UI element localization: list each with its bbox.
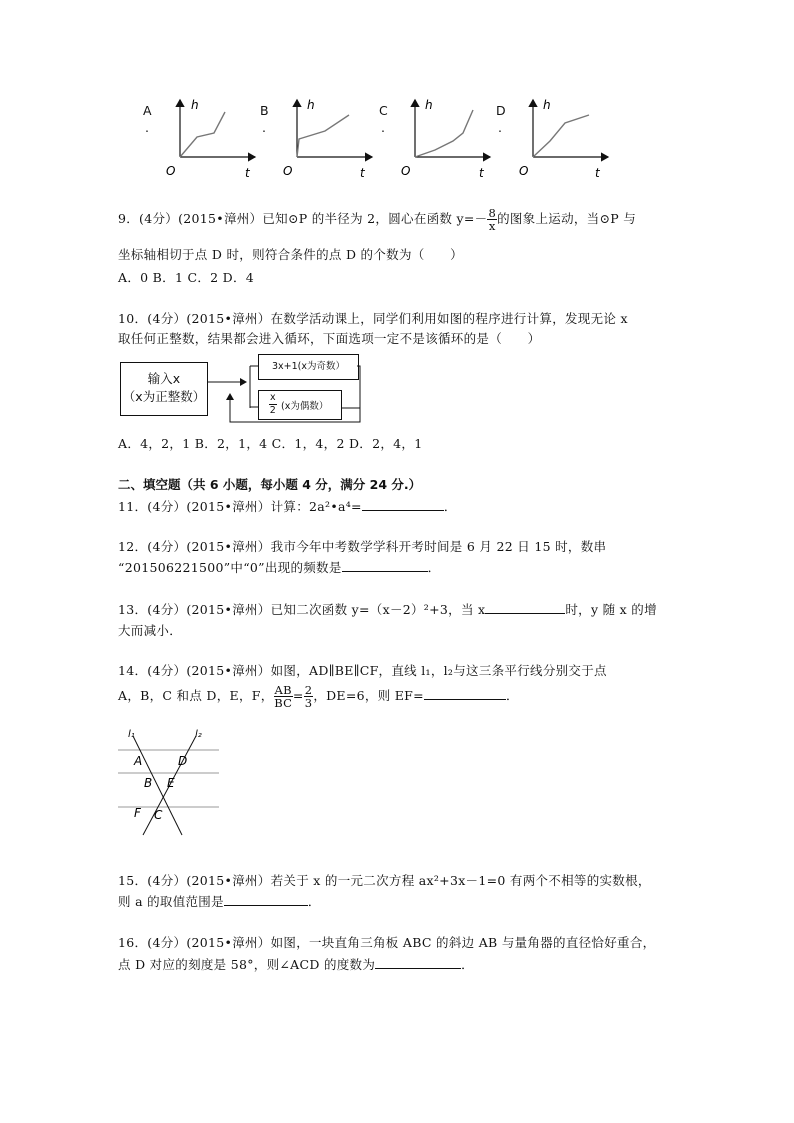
label-l2: l₂ [195,729,202,740]
t-label: t [479,166,484,180]
even-rule-text: (x为偶数） [281,401,329,412]
t-label: t [245,166,250,180]
graph-c [395,95,500,185]
q9-line2: 坐标轴相切于点 D 时，则符合条件的点 D 的个数为（ ） [118,247,463,262]
even-fraction: $\frac{x}{2}$ [269,392,276,416]
graph-line [180,112,225,157]
label-l1: l₁ [128,729,135,740]
q14-ratio-fraction: $\frac{AB}{BC}$ [274,683,293,710]
option-b-dot: . [262,120,266,135]
label-b: B [144,776,153,790]
h-label: h [307,98,315,112]
label-f: F [134,806,141,820]
q9-text-a: 9．(4分）(2015•漳州）已知⊙P 的半径为 2，圆心在函数 y=－ [118,211,488,226]
q15-line1: 15．(4分）(2015•漳州）若关于 x 的一元二次方程 ax²+3x－1=0 有两个不相等的实数根， [118,873,651,888]
t-label: t [360,166,365,180]
label-a: A [134,754,143,768]
option-a-letter: A [143,103,152,118]
q11: 11．(4分）(2015•漳州）计算：2a²•a⁴= ． [118,499,457,514]
q15-answer-blank[interactable] [224,893,308,906]
h-label: h [425,98,433,112]
graph-line [297,115,349,157]
q13-answer-blank[interactable] [485,601,565,614]
option-d-letter: D [496,103,506,118]
option-c-letter: C [379,103,388,118]
q11-answer-blank[interactable] [362,498,444,511]
q16-line1: 16．(4分）(2015•漳州）如图，一块直角三角板 ABC 的斜边 AB 与量角器的直径恰好重合， [118,935,656,950]
label-c: C [154,808,163,822]
option-d-dot: . [498,120,502,135]
q10-line1: 10．(4分）(2015•漳州）在数学活动课上，同学们利用如图的程序进行计算，发现无论 x [118,311,628,326]
q12-line1: 12．(4分）(2015•漳州）我市今年中考数学学科开考时间是 6 月 22 日 15 时，数串 [118,539,607,554]
input-condition: （x为正整数） [122,389,206,404]
graph-line [415,110,473,157]
origin-label: O [283,164,293,178]
option-b-letter: B [260,103,269,118]
q14-line1: 14．(4分）(2015•漳州）如图，AD∥BE∥CF，直线 l₁，l₂与这三条平行线分别交于点 [118,663,607,678]
graph-a [160,95,265,185]
graph-b [277,95,382,185]
q14-line2: A，B，C 和点 D，E，F， $\frac{AB}{BC}$ = $\frac{2}{3}$ ，DE=6，则 EF= ． [118,683,519,710]
q13-line1: 13．(4分）(2015•漳州）已知二次函数 y=（x－2）²+3，当 x 时，y 随 x 的增 [118,602,657,617]
q16-line2: 点 D 对应的刻度是 58°，则∠ACD 的度数为 ． [118,957,474,972]
flow-arrows [200,350,380,430]
q12-answer-blank[interactable] [342,559,428,572]
q14-figure [112,725,227,843]
input-label: 输入x [147,371,181,386]
origin-label: O [166,164,176,178]
q16-answer-blank[interactable] [375,956,461,969]
label-d: D [178,754,188,768]
q10-line2: 取任何正整数，结果都会进入循环，下面选项一定不是该循环的是（ ） [118,331,541,346]
origin-label: O [401,164,411,178]
graph-line [533,115,589,157]
h-label: h [191,98,199,112]
q11-text: 11．(4分）(2015•漳州）计算：2a²•a⁴= [118,499,362,514]
q9-options: A．0 B．1 C．2 D．4 [118,270,255,285]
q10-options: A．4，2，1 B．2，1，4 C．1，4，2 D．2，4，1 [118,436,423,451]
q13-line2: 大而减小． [118,623,183,638]
option-a-dot: . [145,120,149,135]
option-c-dot: . [381,120,385,135]
q14-answer-blank[interactable] [424,687,506,700]
section-title: 二、填空题（共 6 小题，每小题 4 分，满分 24 分.） [118,477,422,492]
q15-line2: 则 a 的取值范围是 ． [118,894,321,909]
q12-line2: “201506221500”中“0”出现的频数是 ． [118,560,441,575]
q14-value-fraction: $\frac{2}{3}$ [304,683,313,710]
graph-d [513,95,618,185]
t-label: t [595,166,600,180]
q9-line1 [118,207,636,232]
q9-fraction: $\frac{8}{x}$ [488,206,497,233]
h-label: h [543,98,551,112]
input-box [120,362,208,416]
label-e: E [167,776,175,790]
odd-rule-box: 3x+1(x为奇数） [258,354,359,380]
q9-text-b: 的图象上运动，当⊙P 与 [497,211,637,226]
origin-label: O [519,164,529,178]
